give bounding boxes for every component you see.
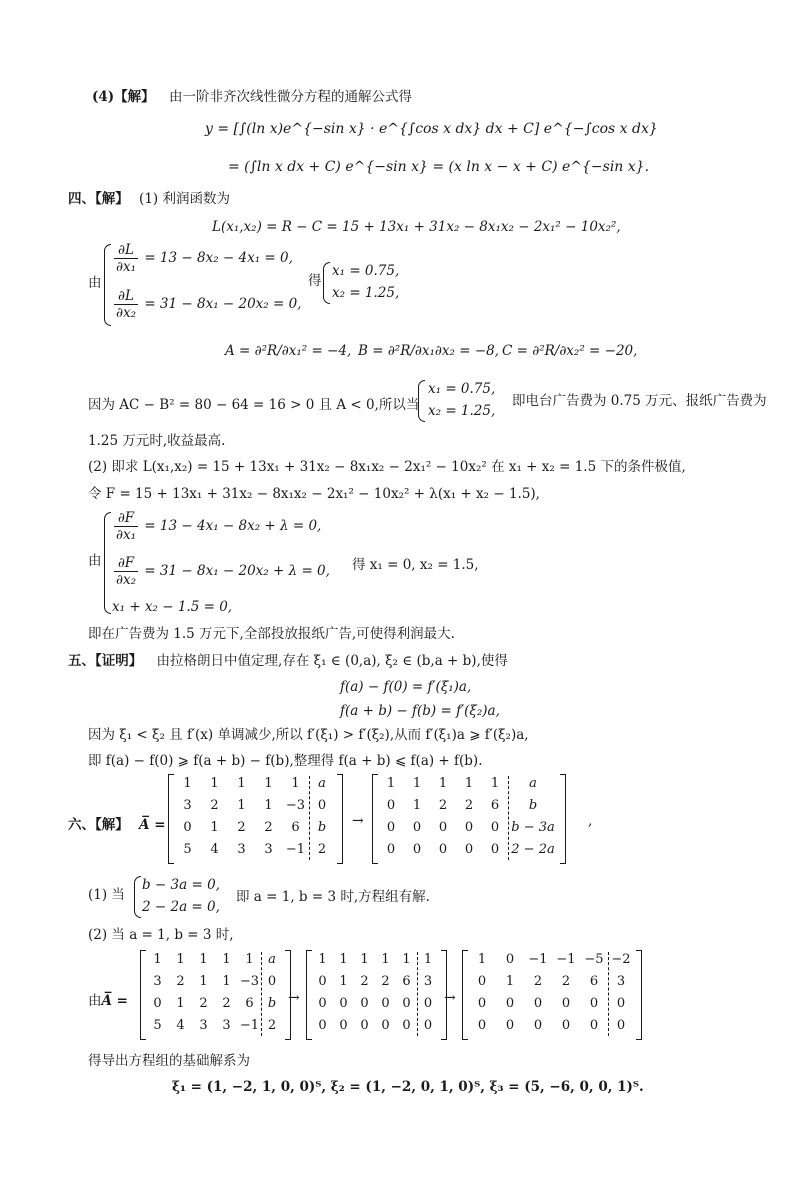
matrix-cell: 5 [183,842,192,857]
matrix-bracket-right [560,774,566,864]
matrix-cell: 2 [533,974,543,989]
matrix-cell: 1 [412,798,422,813]
matrix-cell: 3 [183,798,192,813]
matrix-cell: 0 [490,842,500,857]
matrix-cell: 1 [477,952,487,967]
arrow-2: → [288,990,300,1006]
matrix-cell: 3 [153,974,162,989]
matrix-cell: 0 [490,820,500,835]
sec5-l4: 即 f(a) − f(0) ⩾ f(a + b) − f(b),整理得 f(a + b) ⩽ f(a) + f(b). [88,753,483,769]
matrix-cell: 0 [438,820,448,835]
matrix-cell: 3 [199,1018,208,1033]
matrix-cell: 1 [360,952,369,967]
matrix-cell: 1 [402,952,411,967]
matrix-cell: 2 [438,798,448,813]
matrix-cell: 6 [245,996,254,1011]
matrix-cell: 1 [210,820,219,835]
sec4-eqA: = 13 − 8x₂ − 4x₁ = 0, [144,250,293,266]
matrix-cell: −1 [239,1018,260,1033]
matrix-cell: 1 [176,996,185,1011]
matrix-cell: 0 [616,1018,626,1033]
matrix-cell: 0 [616,996,626,1011]
matrix-cell: 0 [505,1018,515,1033]
matrix-cell: 0 [477,1018,487,1033]
matrix-cell: 2 [317,842,327,857]
sec6-you-abar [88,992,128,1010]
matrix-cell: 1 [210,776,219,791]
sec4-C: C = ∂²R/∂x₂² = −20, [502,343,638,359]
matrix-cell: 0 [386,820,396,835]
matrix-cell: 0 [381,1018,390,1033]
sec6-q1-brace [134,876,141,918]
sec4-profit: L(x₁,x₂) = R − C = 15 + 13x₁ + 31x₂ − 8x₁x₂ − 2x₁² − 10x₂², [212,219,621,235]
matrix-cell: 4 [210,842,219,857]
sec4-leq2-line [112,555,330,588]
matrix-cell: −3 [285,798,306,813]
sec5-label: 五、【证明】 [68,653,143,669]
matrix-cell: 0 [318,974,327,989]
matrix-cell: 1 [183,776,192,791]
matrix-cell: 2 [464,798,474,813]
part4-eq2: = (∫ln x dx + C) e^{−sin x} = (x ln x − x + C) e^{−sin x}. [228,159,650,175]
matrix-cell: 0 [183,820,192,835]
matrix-cell: −1 [528,952,548,967]
matrix-cell: 2 [381,974,390,989]
matrix-cell: 2 [561,974,571,989]
frac-den: ∂x₂ [116,572,137,588]
sec4-B: B = ∂²R/∂x₁∂x₂ = −8, [358,343,500,359]
matrix-cell: 1 [199,952,208,967]
sec4-de: 得 [308,273,322,289]
sec5-heading [68,652,508,670]
sec4-cond1: x₁ = 0.75, [428,381,496,397]
sec6-q2: (2) 当 a = 1, b = 3 时, [88,927,234,943]
matrix-cell: −1 [556,952,576,967]
matrix-cell: 3 [222,1018,231,1033]
matrix-cell: 2 [267,1018,277,1033]
matrix-cell: 3 [616,974,626,989]
matrix-augmented [168,774,348,870]
matrix-cell: 0 [402,1018,411,1033]
matrix-cell: 1 [490,776,500,791]
matrix-cell: 0 [412,820,422,835]
matrix-cell: 0 [153,996,162,1011]
matrix-cell: 0 [318,1018,327,1033]
sec4-system-brace [104,244,111,326]
matrix-cell: 1 [339,974,348,989]
matrix-cell: 3 [423,974,433,989]
arrow-1: → [352,813,364,829]
sec6-comma: , [588,813,593,829]
matrix-cell: 0 [561,996,571,1011]
sec4-eqB: = 31 − 8x₁ − 20x₂ = 0, [144,296,302,312]
matrix-bracket-right [337,774,343,864]
matrix-cell: 0 [402,996,411,1011]
sec4-eqB-line [112,288,301,321]
sec4-conclusion: 即在广告费为 1.5 万元下,全部投放报纸广告,可使得利润最大. [88,626,455,642]
matrix-cell: 2 [264,820,273,835]
matrix-cell: 1 [264,798,273,813]
matrix-cell: 2 [210,798,219,813]
matrix-cell: 2 [237,820,246,835]
matrix-cell: 1 [153,952,162,967]
matrix-cell: 1 [237,776,246,791]
matrix-cell: 1 [176,952,185,967]
sec4-cond-brace [418,380,425,422]
frac-num: ∂F [114,555,138,572]
matrix-cell: 1 [339,952,348,967]
matrix-cell: 0 [505,996,515,1011]
matrix-cell: 0 [464,820,474,835]
matrix-cell: 0 [589,996,599,1011]
matrix-cell: 0 [381,996,390,1011]
sec4-because: 因为 AC − B² = 80 − 64 = 16 > 0 且 A < 0,所以当 [88,397,420,413]
sec4-sys-prefix: 由 [88,275,102,291]
matrix-cell: 5 [153,1018,162,1033]
part4-label: (4)【解】 [92,89,155,105]
matrix-cell: 0 [386,842,396,857]
sec4-result-tail: 即电台广告费为 0.75 万元、报纸广告费为 [512,393,767,409]
matrix-cell: 0 [360,1018,369,1033]
matrix-cell: 0 [412,842,422,857]
sec4-leq1: = 13 − 4x₁ − 8x₂ + λ = 0, [144,518,322,534]
matrix-cell: 0 [339,1018,348,1033]
matrix-cell: 3 [237,842,246,857]
matrix-cell: 0 [589,1018,599,1033]
matrix-cell: 1 [505,974,515,989]
sec5-l3: 因为 ξ₁ < ξ₂ 且 f′(x) 单调减少,所以 f′(ξ₁) > f′(ξ₂),从而 f′(ξ₁)a ⩾ f′(ξ₂)a, [88,727,529,743]
matrix-cell: 3 [264,842,273,857]
matrix-cell: 1 [438,776,448,791]
matrix-cell: 1 [412,776,422,791]
matrix-cell: 2 [222,996,231,1011]
part4-eq1: y = [∫(ln x)e^{−sin x} · e^{∫cos x dx} dx + C] e^{−∫cos x dx} [205,121,658,137]
matrix-cell: 1 [386,776,396,791]
frac-num: ∂L [114,288,138,305]
matrix-cell: 0 [477,996,487,1011]
sec4-cond2: x₂ = 1.25, [428,403,496,419]
sec4-q1: (1) 利润函数为 [139,191,230,207]
matrix-cell: 6 [402,974,411,989]
sec4-eqA-line [112,242,293,275]
sec6-q1-pre: (1) 当 [88,887,125,903]
matrix-reduced [372,774,580,870]
matrix-cell: 1 [291,776,300,791]
part4-intro: 由一阶非齐次线性微分方程的通解公式得 [168,89,412,105]
part4-line [92,88,412,106]
matrix-cell: b [267,996,277,1011]
sec6-q1-c1: b − 3a = 0, [142,877,220,893]
matrix-cell: 0 [505,952,515,967]
sec4-sol2: x₂ = 1.25, [332,285,400,301]
matrix-cell: 0 [386,798,396,813]
matrix-cell: a [318,776,326,791]
matrix-cell: 1 [264,776,273,791]
matrix-cell: 1 [318,952,327,967]
matrix-cell: 1 [381,952,390,967]
matrix-cell: 1 [222,952,231,967]
frac-num: ∂F [114,510,138,527]
matrix-cell: a [268,952,276,967]
matrix-cell: 0 [423,1018,433,1033]
matrix-cell: 0 [477,974,487,989]
sec6-abar2: A̅ = [101,993,128,1009]
matrix-cell: 0 [318,996,327,1011]
frac-num: ∂L [114,242,138,259]
matrix-cell: b [317,820,327,835]
matrix-cell: 0 [339,996,348,1011]
matrix-cell: −5 [584,952,604,967]
sec4-heading [68,190,230,208]
sec4-lsys-prefix: 由 [88,553,102,569]
matrix-cell: 6 [490,798,500,813]
matrix-rref [462,950,640,1046]
sec6-abar: A̅ = [139,817,166,833]
arrow-3: → [444,990,456,1006]
matrix-cell: 6 [291,820,300,835]
sec5-intro: 由拉格朗日中值定理,存在 ξ₁ ∈ (0,a), ξ₂ ∈ (b,a + b),使得 [156,653,508,669]
matrix-cell: −2 [611,952,631,967]
sec4-result-line2: 1.25 万元时,收益最高. [88,433,226,449]
sec6-q1-post: 即 a = 1, b = 3 时,方程组有解. [236,889,430,905]
sec6-label: 六、【解】 [68,817,129,833]
sec4-q2: (2) 即求 L(x₁,x₂) = 15 + 13x₁ + 31x₂ − 8x₁x₂ − 2x₁² − 10x₂² 在 x₁ + x₂ = 1.5 下的条件极值, [88,459,686,475]
frac-den: ∂x₁ [116,259,137,275]
sec6-basis-intro: 得导出方程组的基础解系为 [88,1053,250,1069]
sec4-lagrange: 令 F = 15 + 13x₁ + 31x₂ − 8x₁x₂ − 2x₁² − 10x₂² + λ(x₁ + x₂ − 1.5), [88,486,540,502]
matrix-cell: 1 [199,974,208,989]
matrix-cell: 0 [360,996,369,1011]
matrix-cell: 1 [245,952,254,967]
matrix-cell: 6 [589,974,599,989]
sec4-lsol: 得 x₁ = 0, x₂ = 1.5, [352,557,479,573]
sec6-heading [68,816,166,834]
sec4-leq2: = 31 − 8x₁ − 20x₂ + λ = 0, [144,563,330,579]
matrix-cell: 1 [423,952,433,967]
sec4-label: 四、【解】 [68,191,129,207]
matrix-cell: 0 [533,1018,543,1033]
matrix-cell: 1 [464,776,474,791]
matrix-cell: a [529,776,537,791]
sec4-sol1: x₁ = 0.75, [332,263,400,279]
matrix-cell: 4 [176,1018,185,1033]
matrix-cell: 2 [199,996,208,1011]
matrix-cell: 1 [237,798,246,813]
matrix-cell: 2 [360,974,369,989]
matrix-cell: 0 [438,842,448,857]
sec6-basis: ξ₁ = (1, −2, 1, 0, 0)ᵀ, ξ₂ = (1, −2, 0, 1, 0)ᵀ, ξ₃ = (5, −6, 0, 0, 1)ᵀ. [172,1079,644,1095]
matrix-cell: 0 [267,974,277,989]
sec5-e1: f(a) − f(0) = f′(ξ₁)a, [340,679,472,695]
frac-den: ∂x₂ [116,305,137,321]
matrix-augmented-2 [140,950,284,1046]
matrix-cell: 1 [222,974,231,989]
sec4-lsys-brace [104,512,111,614]
matrix-cell: 0 [317,798,327,813]
sec5-e2: f(a + b) − f(b) = f′(ξ₂)a, [340,703,500,719]
matrix-cell: b − 3a [511,820,555,835]
sec4-leq3: x₁ + x₂ − 1.5 = 0, [112,599,233,615]
sec6-you: 由 [88,993,102,1009]
matrix-cell: b [528,798,538,813]
frac-den: ∂x₁ [116,527,137,543]
matrix-cell: −3 [239,974,260,989]
sec6-q1-c2: 2 − 2a = 0, [142,899,220,915]
matrix-bracket-right [636,950,642,1040]
matrix-cell: 0 [561,1018,571,1033]
matrix-cell: 0 [464,842,474,857]
sec4-leq1-line [112,510,321,543]
matrix-cell: 0 [423,996,433,1011]
matrix-cell: 0 [533,996,543,1011]
matrix-cell: 2 − 2a [511,842,555,857]
matrix-cell: 2 [176,974,185,989]
sec4-sol-brace [323,262,330,304]
matrix-reduced-2 [306,950,440,1046]
sec4-A: A = ∂²R/∂x₁² = −4, [225,343,352,359]
matrix-cell: −1 [285,842,306,857]
